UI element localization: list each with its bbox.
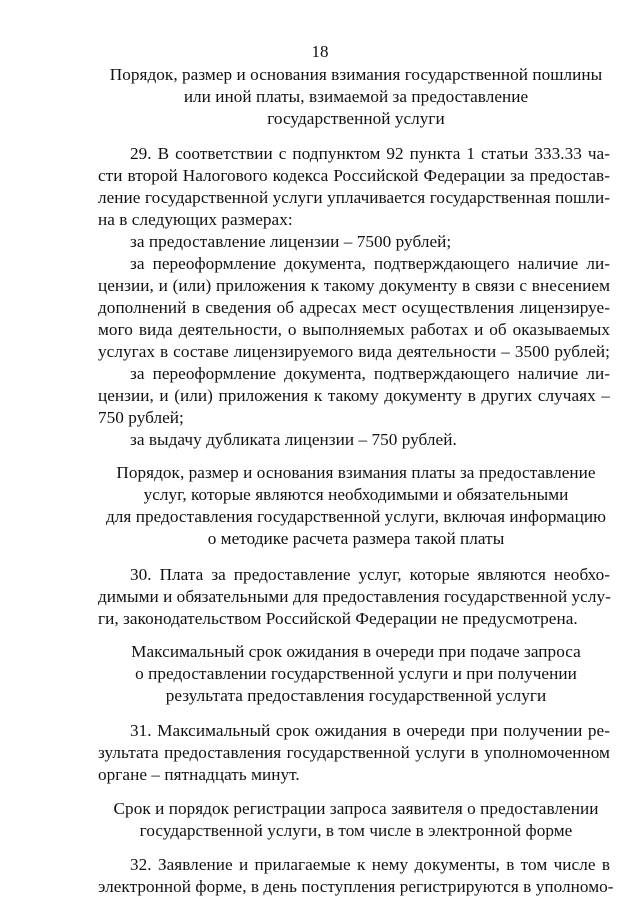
heading-registration-line: государственной услуги, в том числе в электронной форме [139,821,573,840]
fee-item-reissue-other-line: 750 рублей; [98,408,184,427]
fee-item-reissue-other-line: за переоформление документа, подтверждающего наличие ли- [130,364,610,383]
paragraph-31-line: зультата предоставления государственной услуги в уполномоченном [98,743,610,762]
heading-payment-line: о методике расчета размера такой платы [207,529,505,548]
paragraph-29-line: 29. В соответствии с подпунктом 92 пункта 1 статьи 333.33 ча- [130,144,610,163]
heading-payment-line: Порядок, размер и основания взимания платы за предоставление [116,463,596,482]
heading-waiting-time-line: результата предоставления государственной услуги [165,686,547,705]
paragraph-32-line: 32. Заявление и прилагаемые к нему документы, в том числе в [130,855,610,874]
paragraph-30-line: ги, законодательством Российской Федерации не предусмотрена. [98,609,578,628]
paragraph-29-line: на в следующих размерах: [98,210,293,229]
heading-registration-line: Срок и порядок регистрации запроса заявителя о предоставлении [113,799,599,818]
paragraph-31-line: 31. Максимальный срок ожидания в очереди при получении ре- [130,721,610,740]
page-number: 18 [311,42,329,61]
fee-item-reissue-line: дополнений в сведения об адресах мест осуществления лицензируе- [98,298,610,317]
fee-item-license: за предоставление лицензии – 7500 рублей; [130,232,452,251]
paragraph-32-line: электронной форме, в день поступления регистрируются в уполномо- [98,877,614,896]
fee-item-reissue-line: за переоформление документа, подтверждающего наличие ли- [130,254,610,273]
paragraph-31-line: органе – пятнадцать минут. [98,765,300,784]
fee-item-reissue-other-line: цензии, и (или) приложения к такому документу в других случаях – [98,386,610,405]
heading-waiting-time-line: Максимальный срок ожидания в очереди при подаче запроса [131,642,581,661]
heading-state-fee-line: государственной услуги [267,109,445,128]
paragraph-29-line: сти второй Налогового кодекса Российской Федерации за предостав- [98,166,610,185]
heading-payment-line: услуг, которые являются необходимыми и обязательными [143,485,569,504]
fee-item-duplicate: за выдачу дубликата лицензии – 750 рублей. [130,430,457,449]
paragraph-30-line: 30. Плата за предоставление услуг, которые являются необхо- [130,565,610,584]
heading-state-fee-line: Порядок, размер и основания взимания государственной пошлины [109,65,603,84]
fee-item-reissue-line: услугах в составе лицензируемого вида деятельности – 3500 рублей; [98,342,610,361]
paragraph-29-line: ление государственной услуги уплачивается государственная пошли- [98,188,610,207]
fee-item-reissue-line: мого вида деятельности, о выполняемых работах и об оказываемых [98,320,610,339]
paragraph-30-line: димыми и обязательными для предоставления государственной услу- [98,587,611,606]
heading-state-fee-line: или иной платы, взимаемой за предоставление [183,87,529,106]
heading-payment-line: для предоставления государственной услуги, включая информацию [105,507,607,526]
heading-waiting-time-line: о предоставлении государственной услуги и при получении [135,664,577,683]
fee-item-reissue-line: цензии, и (или) приложения к такому документу в связи с внесением [98,276,610,295]
